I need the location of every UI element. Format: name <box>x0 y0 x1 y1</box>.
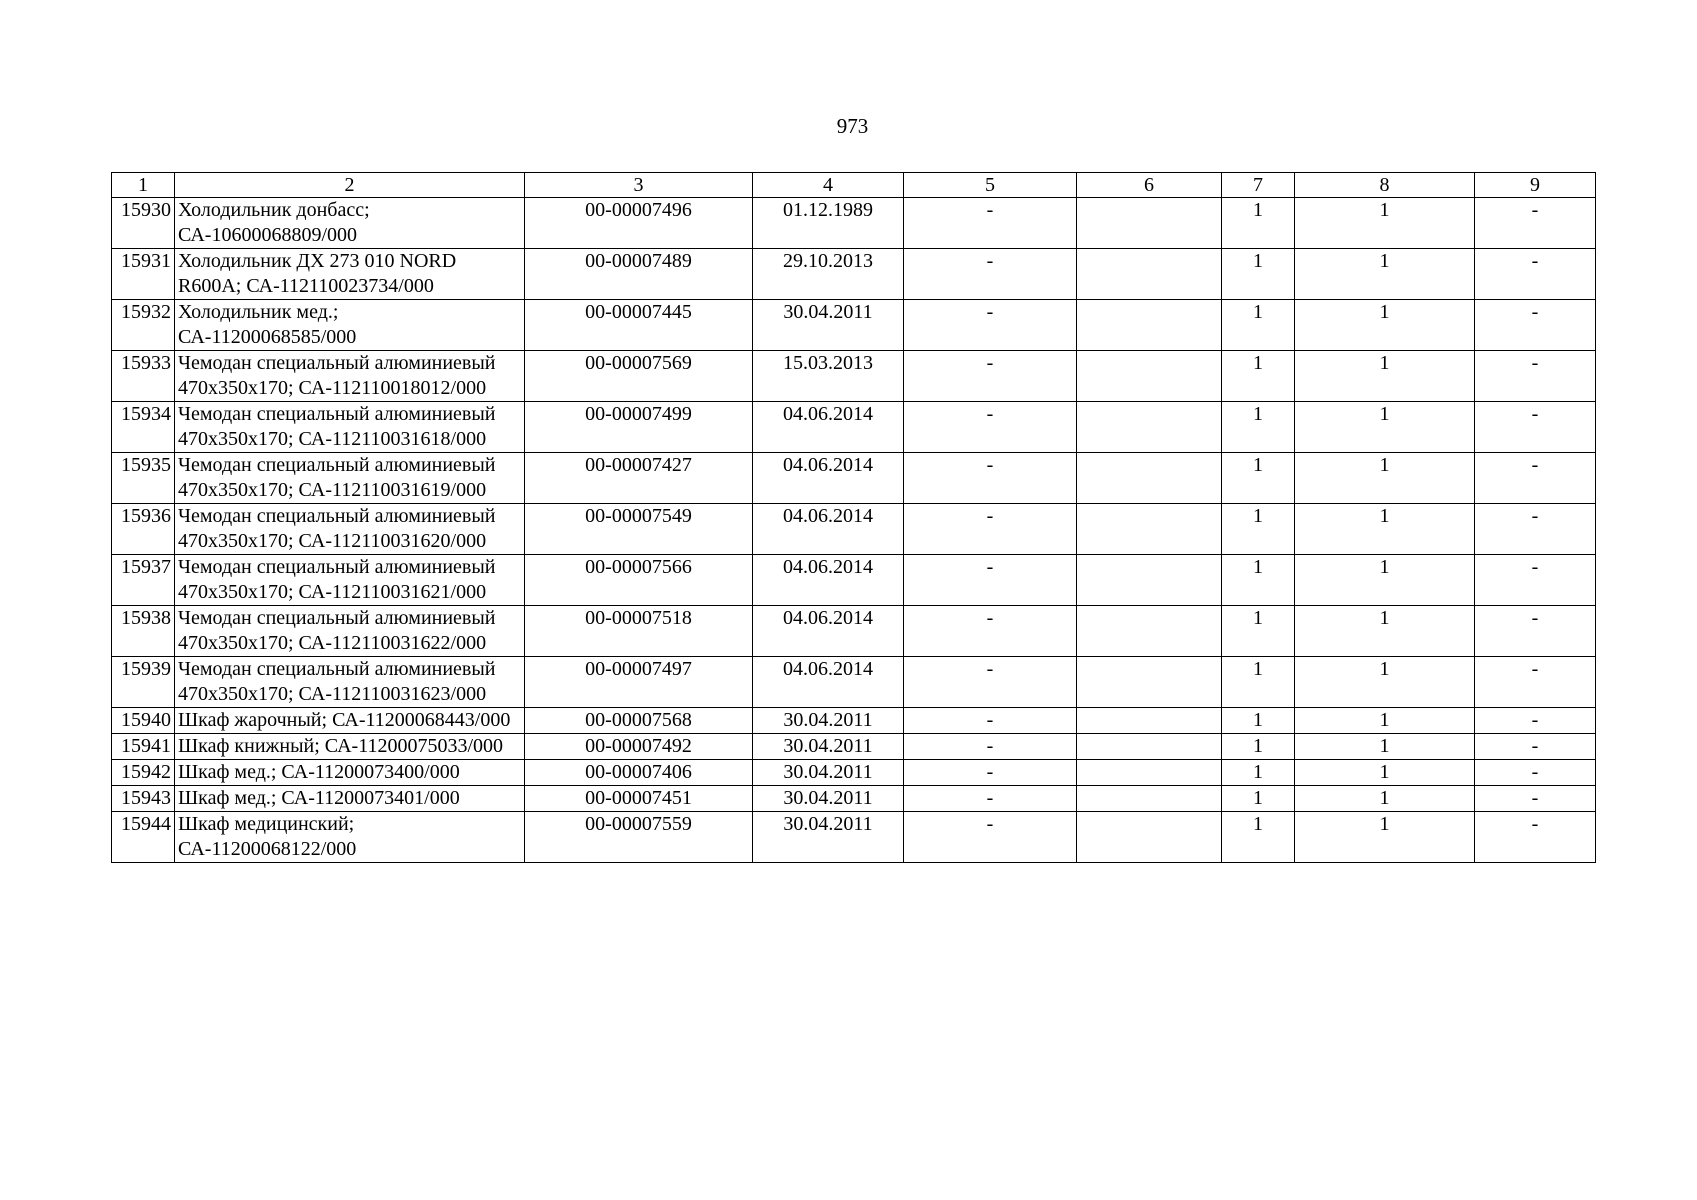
date-cell: 30.04.2011 <box>753 734 904 760</box>
col6-cell <box>1077 606 1222 657</box>
col8-cell: 1 <box>1295 300 1475 351</box>
col6-cell <box>1077 504 1222 555</box>
col6-cell <box>1077 786 1222 812</box>
col7-cell: 1 <box>1222 249 1295 300</box>
item-name-cell: Шкаф медицинский; СА-11200068122/000 <box>175 812 525 863</box>
row-number-cell: 15937 <box>112 555 175 606</box>
col8-cell: 1 <box>1295 708 1475 734</box>
col5-cell: - <box>904 300 1077 351</box>
table-row <box>112 249 1596 300</box>
col6-cell <box>1077 734 1222 760</box>
col6-cell <box>1077 300 1222 351</box>
col8-cell: 1 <box>1295 198 1475 249</box>
date-cell: 01.12.1989 <box>753 198 904 249</box>
col6-cell <box>1077 402 1222 453</box>
item-name-cell: Шкаф мед.; СА-11200073400/000 <box>175 760 525 786</box>
col9-cell: - <box>1475 786 1596 812</box>
col9-cell: - <box>1475 453 1596 504</box>
column-header: 9 <box>1475 173 1596 198</box>
inventory-code-cell: 00-00007496 <box>525 198 753 249</box>
item-name-cell: Чемодан специальный алюминиевый 470х350х170; СА-112110031620/000 <box>175 504 525 555</box>
item-name-cell: Холодильник донбасс; СА-10600068809/000 <box>175 198 525 249</box>
page-number: 973 <box>836 114 869 138</box>
col8-cell: 1 <box>1295 402 1475 453</box>
table-row <box>112 812 1596 863</box>
row-number-cell: 15930 <box>112 198 175 249</box>
column-header: 6 <box>1077 173 1222 198</box>
row-number-cell: 15939 <box>112 657 175 708</box>
date-cell: 30.04.2011 <box>753 708 904 734</box>
item-name-cell: Шкаф жарочный; СА-11200068443/000 <box>175 708 525 734</box>
col9-cell: - <box>1475 734 1596 760</box>
col9-cell: - <box>1475 606 1596 657</box>
col7-cell: 1 <box>1222 760 1295 786</box>
column-header: 3 <box>525 173 753 198</box>
col8-cell: 1 <box>1295 555 1475 606</box>
item-name-cell: Чемодан специальный алюминиевый 470х350х170; СА-112110031623/000 <box>175 657 525 708</box>
inventory-code-cell: 00-00007569 <box>525 351 753 402</box>
row-number-cell: 15940 <box>112 708 175 734</box>
col5-cell: - <box>904 606 1077 657</box>
col7-cell: 1 <box>1222 812 1295 863</box>
row-number-cell: 15936 <box>112 504 175 555</box>
col7-cell: 1 <box>1222 504 1295 555</box>
item-name-cell: Чемодан специальный алюминиевый 470х350х170; СА-112110018012/000 <box>175 351 525 402</box>
item-name-cell: Чемодан специальный алюминиевый 470х350х170; СА-112110031619/000 <box>175 453 525 504</box>
item-name-cell: Чемодан специальный алюминиевый 470х350х170; СА-112110031618/000 <box>175 402 525 453</box>
date-cell: 30.04.2011 <box>753 760 904 786</box>
date-cell: 30.04.2011 <box>753 786 904 812</box>
row-number-cell: 15933 <box>112 351 175 402</box>
col5-cell: - <box>904 760 1077 786</box>
table-row <box>112 504 1596 555</box>
col5-cell: - <box>904 555 1077 606</box>
table-row <box>112 555 1596 606</box>
col7-cell: 1 <box>1222 734 1295 760</box>
col5-cell: - <box>904 786 1077 812</box>
table-row <box>112 402 1596 453</box>
col9-cell: - <box>1475 402 1596 453</box>
item-name-cell: Холодильник мед.; СА-11200068585/000 <box>175 300 525 351</box>
col8-cell: 1 <box>1295 812 1475 863</box>
item-name-cell: Шкаф мед.; СА-11200073401/000 <box>175 786 525 812</box>
column-header: 8 <box>1295 173 1475 198</box>
header-row <box>112 173 1596 198</box>
row-number-cell: 15941 <box>112 734 175 760</box>
inventory-code-cell: 00-00007492 <box>525 734 753 760</box>
col7-cell: 1 <box>1222 708 1295 734</box>
column-header: 7 <box>1222 173 1295 198</box>
col6-cell <box>1077 760 1222 786</box>
date-cell: 04.06.2014 <box>753 657 904 708</box>
col6-cell <box>1077 812 1222 863</box>
col5-cell: - <box>904 734 1077 760</box>
column-header: 4 <box>753 173 904 198</box>
row-number-cell: 15934 <box>112 402 175 453</box>
col7-cell: 1 <box>1222 555 1295 606</box>
col9-cell: - <box>1475 708 1596 734</box>
col5-cell: - <box>904 249 1077 300</box>
col9-cell: - <box>1475 657 1596 708</box>
inventory-code-cell: 00-00007499 <box>525 402 753 453</box>
col8-cell: 1 <box>1295 453 1475 504</box>
date-cell: 15.03.2013 <box>753 351 904 402</box>
col9-cell: - <box>1475 198 1596 249</box>
inventory-code-cell: 00-00007568 <box>525 708 753 734</box>
col8-cell: 1 <box>1295 657 1475 708</box>
inventory-code-cell: 00-00007427 <box>525 453 753 504</box>
table-body <box>112 198 1596 863</box>
row-number-cell: 15932 <box>112 300 175 351</box>
date-cell: 04.06.2014 <box>753 453 904 504</box>
col5-cell: - <box>904 812 1077 863</box>
col6-cell <box>1077 198 1222 249</box>
col7-cell: 1 <box>1222 606 1295 657</box>
col9-cell: - <box>1475 555 1596 606</box>
col5-cell: - <box>904 453 1077 504</box>
date-cell: 30.04.2011 <box>753 812 904 863</box>
table-row <box>112 708 1596 734</box>
col5-cell: - <box>904 198 1077 249</box>
inventory-code-cell: 00-00007566 <box>525 555 753 606</box>
table-row <box>112 351 1596 402</box>
date-cell: 04.06.2014 <box>753 402 904 453</box>
col8-cell: 1 <box>1295 351 1475 402</box>
col9-cell: - <box>1475 504 1596 555</box>
row-number-cell: 15943 <box>112 786 175 812</box>
col7-cell: 1 <box>1222 300 1295 351</box>
col6-cell <box>1077 351 1222 402</box>
inventory-code-cell: 00-00007451 <box>525 786 753 812</box>
col6-cell <box>1077 249 1222 300</box>
table-row <box>112 453 1596 504</box>
date-cell: 04.06.2014 <box>753 555 904 606</box>
col8-cell: 1 <box>1295 249 1475 300</box>
col9-cell: - <box>1475 812 1596 863</box>
row-number-cell: 15935 <box>112 453 175 504</box>
item-name-cell: Чемодан специальный алюминиевый 470х350х170; СА-112110031622/000 <box>175 606 525 657</box>
row-number-cell: 15938 <box>112 606 175 657</box>
col9-cell: - <box>1475 760 1596 786</box>
inventory-code-cell: 00-00007445 <box>525 300 753 351</box>
col6-cell <box>1077 708 1222 734</box>
col6-cell <box>1077 453 1222 504</box>
item-name-cell: Холодильник ДХ 273 010 NORD R600A; СА-112110023734/000 <box>175 249 525 300</box>
col5-cell: - <box>904 402 1077 453</box>
col9-cell: - <box>1475 351 1596 402</box>
col5-cell: - <box>904 504 1077 555</box>
item-name-cell: Чемодан специальный алюминиевый 470х350х170; СА-112110031621/000 <box>175 555 525 606</box>
date-cell: 04.06.2014 <box>753 606 904 657</box>
col7-cell: 1 <box>1222 786 1295 812</box>
inventory-code-cell: 00-00007497 <box>525 657 753 708</box>
inventory-code-cell: 00-00007559 <box>525 812 753 863</box>
col7-cell: 1 <box>1222 402 1295 453</box>
inventory-code-cell: 00-00007549 <box>525 504 753 555</box>
table-row <box>112 606 1596 657</box>
table-row <box>112 300 1596 351</box>
table-row <box>112 657 1596 708</box>
col6-cell <box>1077 657 1222 708</box>
table-row <box>112 198 1596 249</box>
col7-cell: 1 <box>1222 351 1295 402</box>
row-number-cell: 15944 <box>112 812 175 863</box>
date-cell: 29.10.2013 <box>753 249 904 300</box>
col8-cell: 1 <box>1295 786 1475 812</box>
col5-cell: - <box>904 708 1077 734</box>
col8-cell: 1 <box>1295 504 1475 555</box>
col8-cell: 1 <box>1295 606 1475 657</box>
item-name-cell: Шкаф книжный; СА-11200075033/000 <box>175 734 525 760</box>
table-row <box>112 786 1596 812</box>
table-row <box>112 734 1596 760</box>
col8-cell: 1 <box>1295 734 1475 760</box>
col8-cell: 1 <box>1295 760 1475 786</box>
table-row <box>112 760 1596 786</box>
column-header: 2 <box>175 173 525 198</box>
column-header: 1 <box>112 173 175 198</box>
col7-cell: 1 <box>1222 657 1295 708</box>
date-cell: 30.04.2011 <box>753 300 904 351</box>
column-header: 5 <box>904 173 1077 198</box>
col5-cell: - <box>904 657 1077 708</box>
row-number-cell: 15942 <box>112 760 175 786</box>
inventory-code-cell: 00-00007406 <box>525 760 753 786</box>
col6-cell <box>1077 555 1222 606</box>
col9-cell: - <box>1475 249 1596 300</box>
inventory-table <box>111 172 1596 863</box>
row-number-cell: 15931 <box>112 249 175 300</box>
col7-cell: 1 <box>1222 198 1295 249</box>
inventory-code-cell: 00-00007518 <box>525 606 753 657</box>
inventory-code-cell: 00-00007489 <box>525 249 753 300</box>
col7-cell: 1 <box>1222 453 1295 504</box>
date-cell: 04.06.2014 <box>753 504 904 555</box>
col9-cell: - <box>1475 300 1596 351</box>
col5-cell: - <box>904 351 1077 402</box>
